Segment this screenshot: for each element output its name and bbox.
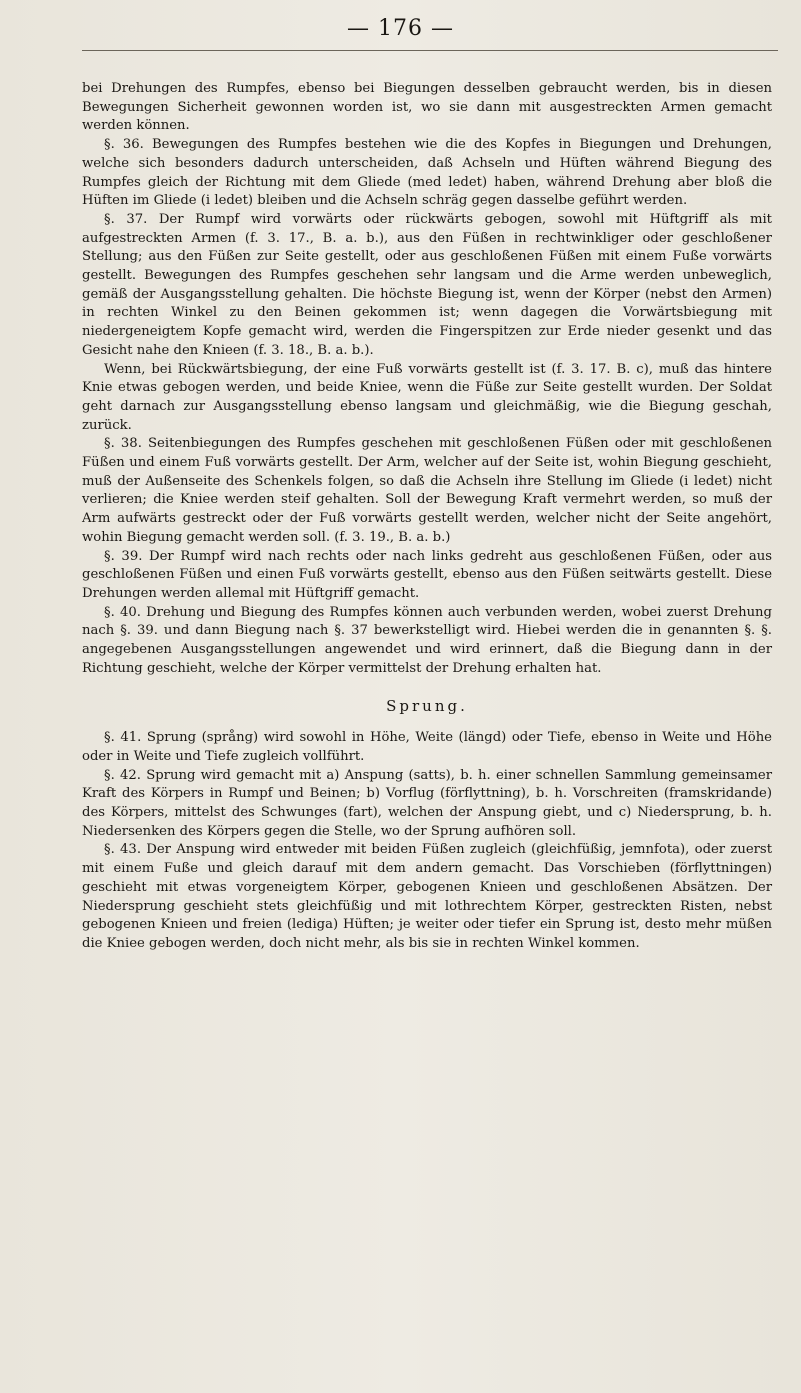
paragraph-section-43: §. 43. Der Anspung wird entweder mit beiden Füßen zugleich (gleichfüßig, jemnfota), oder zuerst mit einem Fuße und gleich darauf mit dem andern gemacht. Das Vorschieben (förflyttningen) geschieht mit etwas vorgeneigtem Körper, gebogenen Knieen und geschloßenen Absätzen. Der Niedersprung geschieht stets gleichfüßig und mit lothrechtem Körper, gestreckten Risten, nebst gebogenen Knieen und freien (lediga) Hüften; je weiter oder tiefer ein Sprung ist, desto mehr müßen die Kniee gebogen werden, doch nicht mehr, als bis sie in rechten Winkel kommen. <box>82 842 772 951</box>
paragraph-section-42: §. 42. Sprung wird gemacht mit a) Anspung (satts), b. h. einer schnellen Sammlung gemeinsamer Kraft des Körpers in Rumpf und Beinen; b) Vorflug (förflyttning), b. h. Vorschreiten (framskridande) des Körpers, mittelst des Schwunges (fart), welchen der Anspung giebt, und c) Niedersprung, b. h. Niedersenken des Körpers gegen die Stelle, wo der Sprung aufhören soll. <box>82 767 772 839</box>
paragraph-section-37: §. 37. Der Rumpf wird vorwärts oder rückwärts gebogen, sowohl mit Hüftgriff als mit aufgestreckten Armen (f. 3. 17., B. a. b.), aus den Füßen in rechtwinkliger oder geschloßener Stellung; aus den Füßen zur Seite gestellt, oder aus geschloßenen Füßen mit einem Fuße vorwärts gestellt. Bewegungen des Rumpfes geschehen sehr langsam und die Arme werden unbeweglich, gemäß der Ausgangsstellung gehalten. Die höchste Biegung ist, wenn der Körper (nebst den Armen) in rechten Winkel zu den Beinen gekommen ist; wenn dagegen die Vorwärtsbiegung mit niedergeneigtem Kopfe gemacht wird, werden die Fingerspitzen zur Erde nieder gesenkt und das Gesicht nahe den Knieen (f. 3. 18., B. a. b.). <box>82 211 772 358</box>
header-divider <box>82 50 778 51</box>
paragraph-section-36: §. 36. Bewegungen des Rumpfes bestehen wie die des Kopfes in Biegungen und Drehungen, welche sich besonders dadurch unterscheiden, daß Achseln und Hüften während Biegung des Rumpfes gleich der Richtung mit dem Gliede (med ledet) haben, während Drehung aber bloß die Hüften im Gliede (i ledet) bleiben und die Achseln schräg gegen dasselbe geführt werden. <box>82 137 772 209</box>
paragraph: Wenn, bei Rückwärtsbiegung, der eine Fuß vorwärts gestellt ist (f. 3. 17. B. c), muß das hintere Knie etwas gebogen werden, und beide Kniee, wenn die Füße zur Seite gestellt wurden. Der Soldat geht darnach zur Ausgangsstellung ebenso langsam und gleichmäßig, wie die Biegung geschah, zurück. <box>82 361 772 433</box>
paragraph-section-41: §. 41. Sprung (språng) wird sowohl in Höhe, Weite (längd) oder Tiefe, ebenso in Weite und Höhe oder in Weite und Tiefe zugleich vollführt. <box>82 730 772 764</box>
body-text <box>82 80 772 954</box>
paragraph-section-39: §. 39. Der Rumpf wird nach rechts oder nach links gedreht aus geschloßenen Füßen, oder aus geschloßenen Füßen und einen Fuß vorwärts gestellt, ebenso aus den Füßen seitwärts gestellt. Diese Drehungen werden allemal mit Hüftgriff gemacht. <box>82 548 772 601</box>
page-number: — 176 — <box>347 16 454 41</box>
section-heading: Sprung. <box>386 696 468 715</box>
paragraph-section-38: §. 38. Seitenbiegungen des Rumpfes geschehen mit geschloßenen Füßen oder mit geschloßenen Füßen und einem Fuß vorwärts gestellt. Der Arm, welcher auf der Seite ist, wohin Biegung geschieht, muß der Außenseite des Schenkels folgen, so daß die Achseln ihre Stellung im Gliede (i ledet) nicht verlieren; die Kniee werden steif gehalten. Soll der Bewegung Kraft vermehrt werden, so muß der Arm aufwärts gestreckt oder der Fuß vorwärts gestellt werden, welcher nicht der Seite angehört, wohin Biegung gemacht werden soll. (f. 3. 19., B. a. b.) <box>82 436 772 545</box>
paragraph: bei Drehungen des Rumpfes, ebenso bei Biegungen desselben gebraucht werden, bis in diesen Bewegungen Sicherheit gewonnen worden ist, wo sie dann mit ausgestreckten Armen gemacht werden können. <box>82 81 772 134</box>
paragraph-section-40: §. 40. Drehung und Biegung des Rumpfes können auch verbunden werden, wobei zuerst Drehung nach §. 39. und dann Biegung nach §. 37 bewerkstelligt wird. Hiebei werden die in genannten §. §. angegebenen Ausgangsstellungen angewendet und wird erinnert, daß die Biegung dann in der Richtung geschieht, welche der Körper vermittelst der Drehung erhalten hat. <box>82 604 772 676</box>
